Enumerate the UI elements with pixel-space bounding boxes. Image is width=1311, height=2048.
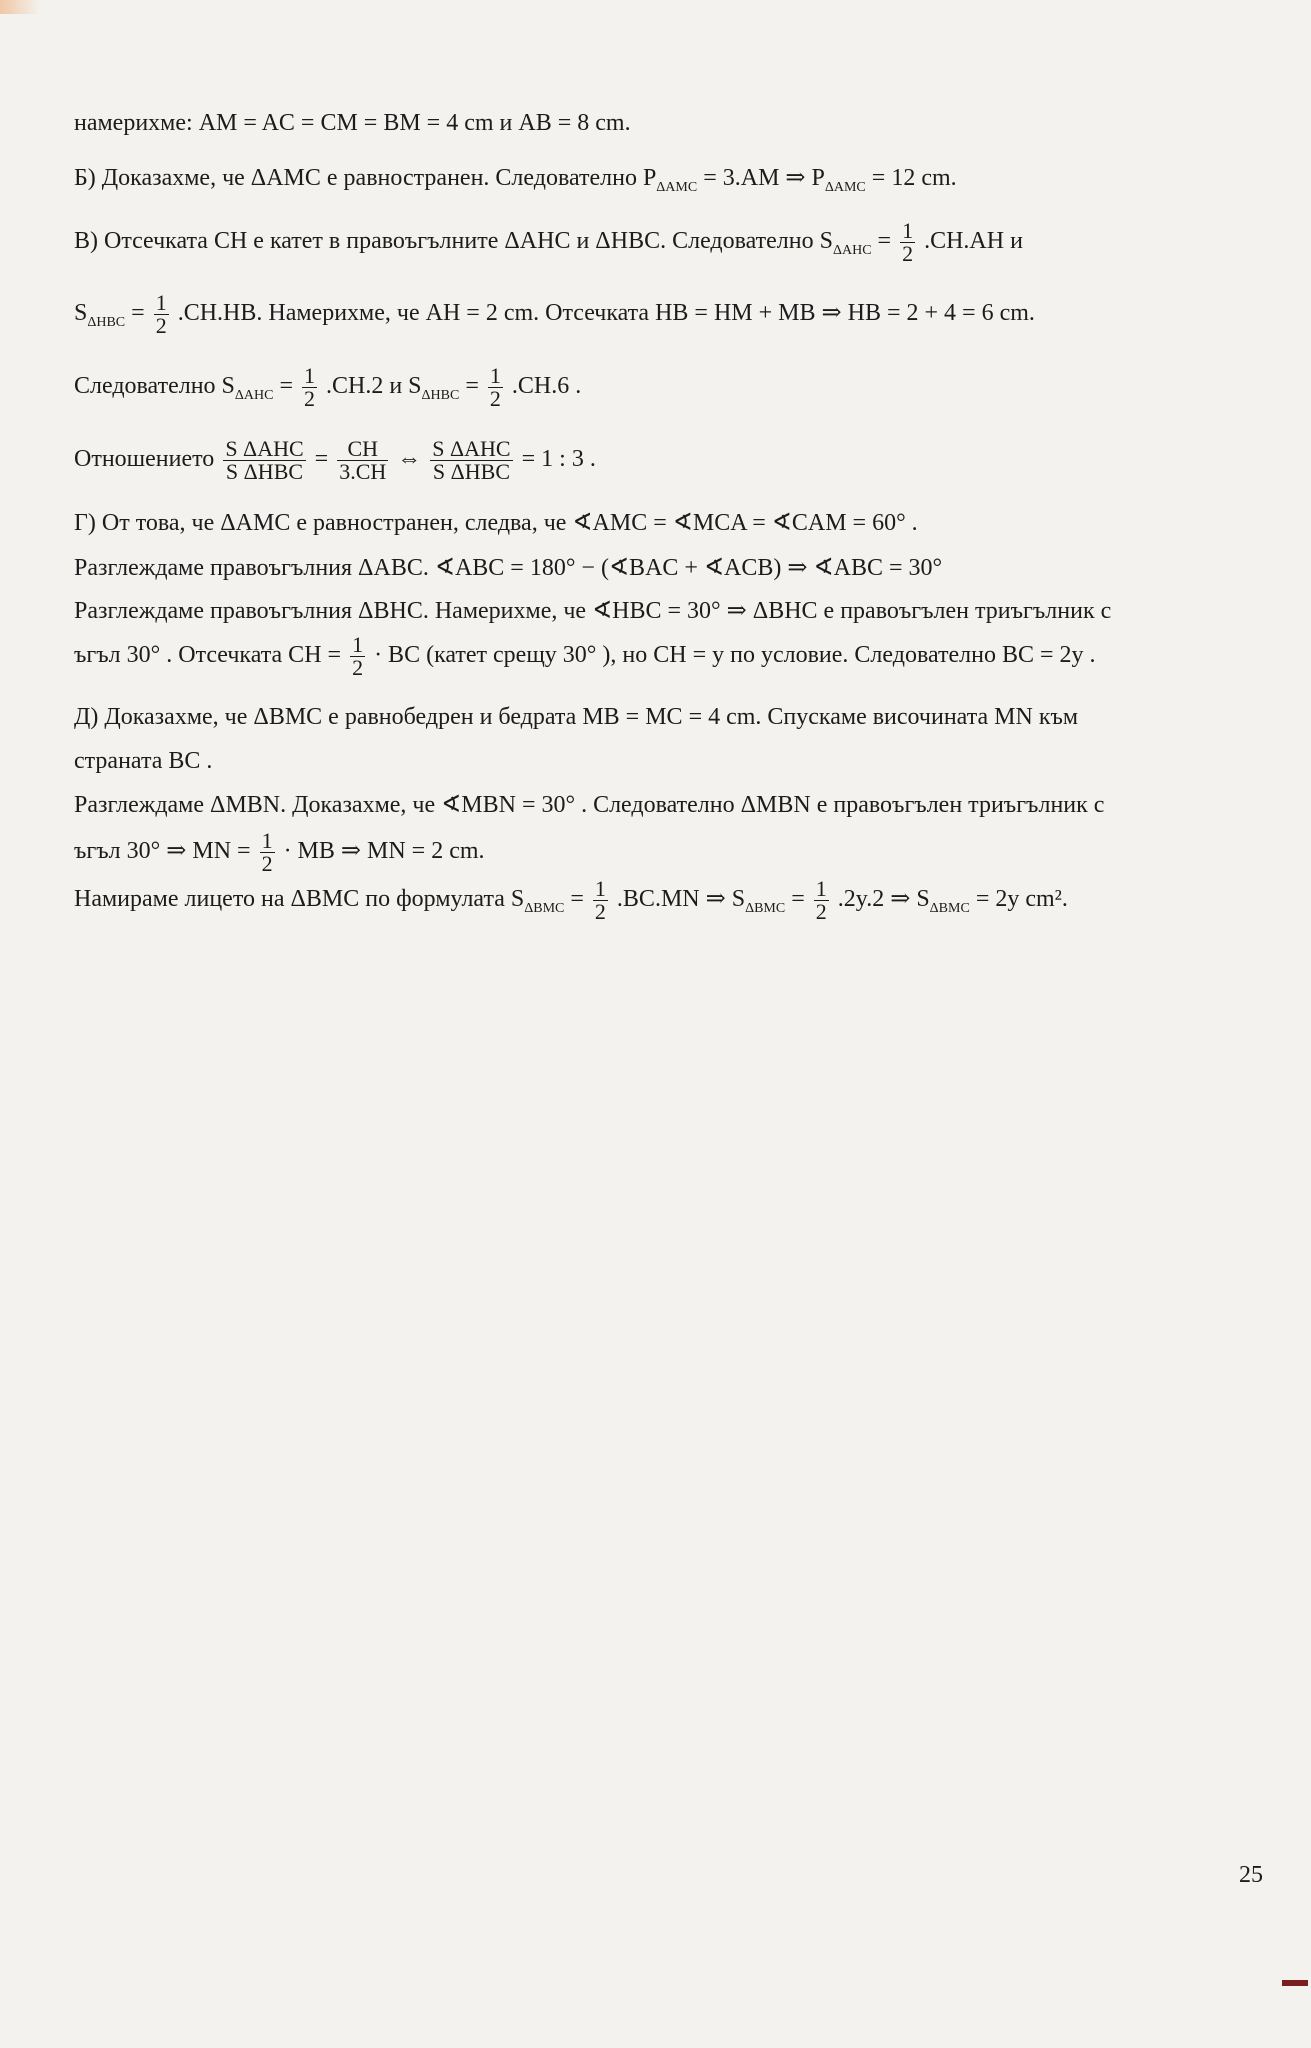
text-line: В) Отсечката CH е катет в правоъгълните ΔAHC и ΔHBC. Следователно $S_{\Delta AHC}$ = $\frac{1}{2}$ .CH.AH и bbox=[74, 218, 1023, 266]
text-line: намерихме: AM = AC = CM = BM = 4 cm и AB = 8 cm. bbox=[74, 110, 631, 136]
text-line: Разглеждаме правоъгълния ΔABC. ∢ABC = 180° − (∢BAC + ∢ACB) ⇒ ∢ABC = 30° bbox=[74, 555, 943, 581]
text-line: ъгъл 30° ⇒ MN = $\frac{1}{2}$ · MB ⇒ MN = 2 cm. bbox=[74, 828, 485, 876]
fraction: $\frac{1}{2}$ bbox=[489, 363, 501, 411]
text-line: Следователно $S_{\Delta AHC}$ = $\frac{1}{2}$ .CH.2 и $S_{\Delta HBC}$ = $\frac{1}{2}$ .CH.6 . bbox=[74, 363, 582, 411]
text-line: Д) Доказахме, че ΔBMC е равнобедрен и бедрата MB = MC = 4 cm. Спускаме височината MN към bbox=[74, 704, 1079, 730]
fraction: $\frac{CH}{3.CH}$ bbox=[339, 436, 387, 484]
fraction: $\frac{1}{2}$ bbox=[815, 876, 827, 924]
fraction: $\frac{1}{2}$ bbox=[352, 632, 364, 680]
page-number: 25 bbox=[1239, 1862, 1263, 1888]
text-line: $S_{\Delta HBC}$ = $\frac{1}{2}$ .CH.HB. Намерихме, че AH = 2 cm. Отсечката HB = HM + MB ⇒ HB = 2 + 4 = 6 cm. bbox=[74, 290, 1035, 338]
text-line: страната BC . bbox=[74, 748, 213, 774]
text-line: Намираме лицето на ΔBMC по формулата $S_{\Delta BMC}$ = $\frac{1}{2}$ .BC.MN ⇒ $S_{\Delta BMC}$ = $\frac{1}{2}$ .2y.2 ⇒ $S_{\Delta BMC} = 2y$ cm². bbox=[74, 876, 1068, 924]
scan-corner-mark bbox=[0, 0, 40, 14]
fraction: $\frac{1}{2}$ bbox=[902, 218, 914, 266]
text-line: Разглеждаме ΔMBN. Доказахме, че ∢MBN = 30° . Следователно ΔMBN е правоъгълен триъгълник с bbox=[74, 792, 1105, 818]
fraction: $\frac{\text{S ΔAHC}}{\text{S ΔHBC}}$ bbox=[225, 436, 304, 484]
fraction: $\frac{1}{2}$ bbox=[304, 363, 315, 411]
text-line: Разглеждаме правоъгълния ΔBHC. Намерихме, че ∢HBC = 30° ⇒ ΔBHC е правоъгълен триъгълник с bbox=[74, 598, 1112, 624]
fraction: $\frac{1}{2}$ bbox=[261, 828, 273, 876]
text-line: ъгъл 30° . Отсечката CH = $\frac{1}{2}$ · BC (катет срещу 30° ), но CH = y по условие. Следователно BC = 2y . bbox=[74, 632, 1096, 680]
text-line: Б) Доказахме, че ΔAMC е равностранен. Следователно $P_{\Delta AMC} = 3.AM$ ⇒ $P_{\Delta AMC} = 12$ cm. bbox=[74, 165, 957, 195]
fraction: $\frac{1}{2}$ bbox=[155, 290, 167, 338]
fraction: $\frac{1}{2}$ bbox=[594, 876, 606, 924]
scan-edge-mark bbox=[1282, 1980, 1308, 1986]
text-line: Г) От това, че ΔAMC е равностранен, следва, че ∢AMC = ∢MCA = ∢CAM = 60° . bbox=[74, 510, 918, 536]
text-line: Отношението $\frac{\text{S ΔAHC}}{\text{S ΔHBC}}$ = $\frac{CH}{3.CH}$ ⇔ $\frac{\text{S ΔAHC}}{\text{S ΔHBC}}$ = 1 : 3 . bbox=[74, 436, 596, 484]
fraction: $\frac{\text{S ΔAHC}}{\text{S ΔHBC}}$ bbox=[432, 436, 511, 484]
